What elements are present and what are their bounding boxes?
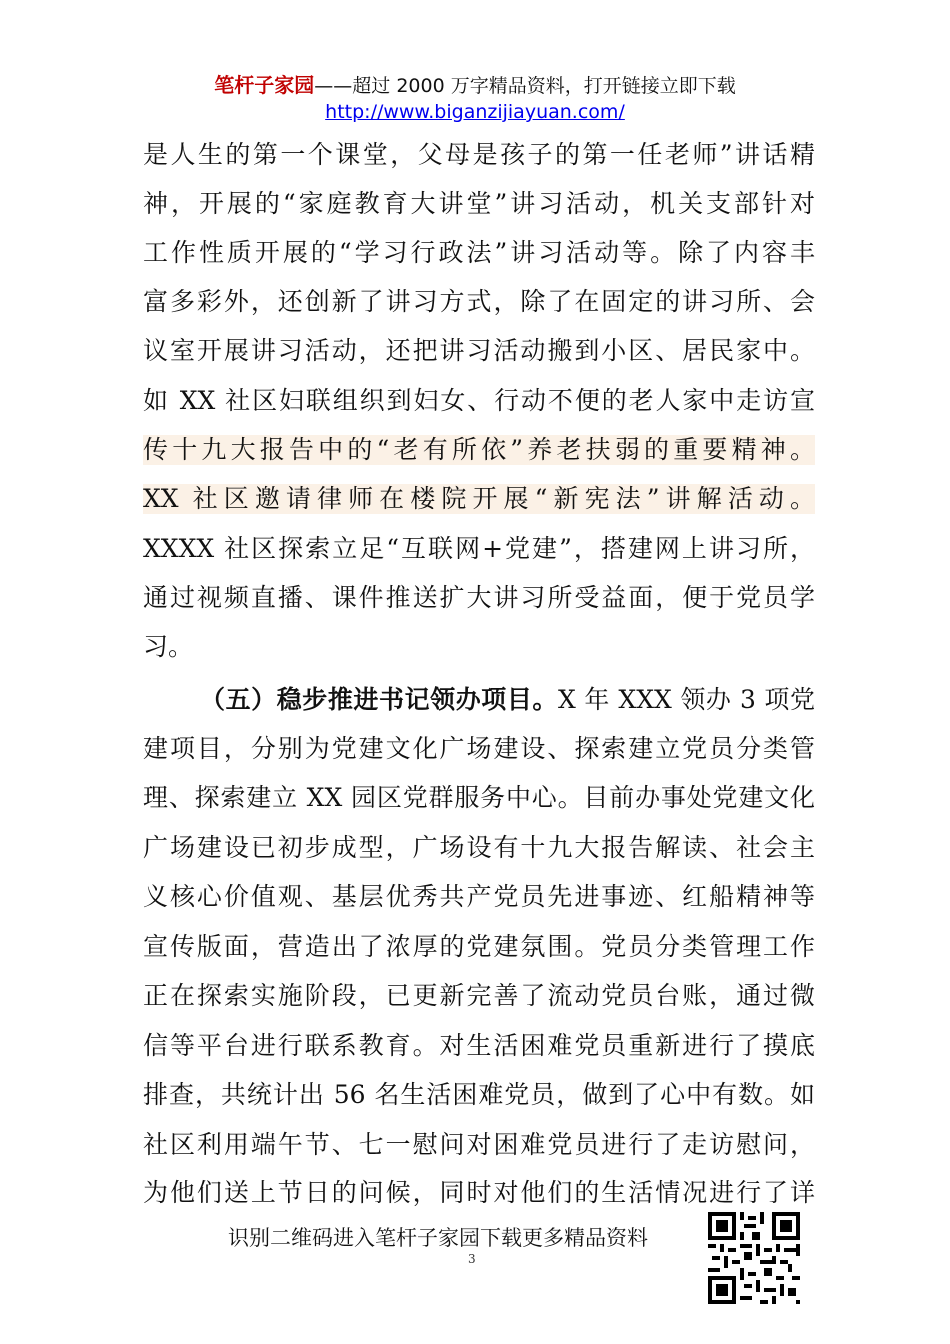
body-line: 习。 [143, 632, 194, 661]
body-line: 神，开展的“家庭教育大讲堂”讲习活动，机关支部针对 [143, 189, 815, 218]
body-line: 社区利用端午节、七一慰问对困难党员进行了走访慰问， [143, 1130, 815, 1159]
section-heading-line [200, 685, 815, 715]
body-line: 通过视频直播、课件推送扩大讲习所受益面，便于党员学 [143, 583, 815, 612]
body-line: XXXX 社区探索立足“互联网+党建”，搭建网上讲习所， [143, 534, 815, 563]
header-tagline: ——超过 2000 万字精品资料，打开链接立即下载 [314, 75, 736, 97]
website-link[interactable]: http://www.biganzijiayuan.com/ [325, 101, 625, 123]
qr-code-icon[interactable] [708, 1212, 800, 1304]
body-line: 义核心价值观、基层优秀共产党员先进事迹、红船精神等 [143, 882, 815, 911]
body-line-highlighted: XX 社区邀请律师在楼院开展“新宪法”讲解活动。 [143, 484, 815, 513]
body-line: 信等平台进行联系教育。对生活困难党员重新进行了摸底 [143, 1031, 815, 1060]
brand-name: 笔杆子家园 [214, 73, 315, 97]
body-line-highlighted: 传十九大报告中的“老有所依”养老扶弱的重要精神。 [143, 435, 815, 464]
body-line: 广场建设已初步成型，广场设有十九大报告解读、社会主 [143, 833, 815, 862]
body-line: 理、探索建立 XX 园区党群服务中心。目前办事处党建文化 [143, 783, 815, 812]
body-line: 宣传版面，营造出了浓厚的党建氛围。党员分类管理工作 [143, 932, 815, 961]
section-heading-rest: X 年 XXX 领办 3 项党 [558, 685, 815, 714]
body-line: 建项目，分别为党建文化广场建设、探索建立党员分类管 [143, 734, 815, 763]
body-line: 议室开展讲习活动，还把讲习活动搬到小区、居民家中。 [143, 336, 815, 365]
footer-cta: 识别二维码进入笔杆子家园下载更多精品资料 [228, 1226, 648, 1250]
body-line: 是人生的第一个课堂，父母是孩子的第一任老师”讲话精 [143, 140, 815, 169]
page-number: 3 [468, 1252, 476, 1266]
body-line: 正在探索实施阶段，已更新完善了流动党员台账，通过微 [143, 981, 815, 1010]
body-line: 为他们送上节日的问候，同时对他们的生活情况进行了详 [143, 1178, 815, 1207]
body-line: 如 XX 社区妇联组织到妇女、行动不便的老人家中走访宣 [143, 386, 815, 415]
body-line: 排查，共统计出 56 名生活困难党员，做到了心中有数。如 [143, 1080, 815, 1109]
body-line: 富多彩外，还创新了讲习方式，除了在固定的讲习所、会 [143, 287, 815, 316]
page-header [130, 72, 820, 125]
body-line: 工作性质开展的“学习行政法”讲习活动等。除了内容丰 [143, 238, 815, 267]
section-heading: （五）稳步推进书记领办项目。 [200, 685, 558, 714]
